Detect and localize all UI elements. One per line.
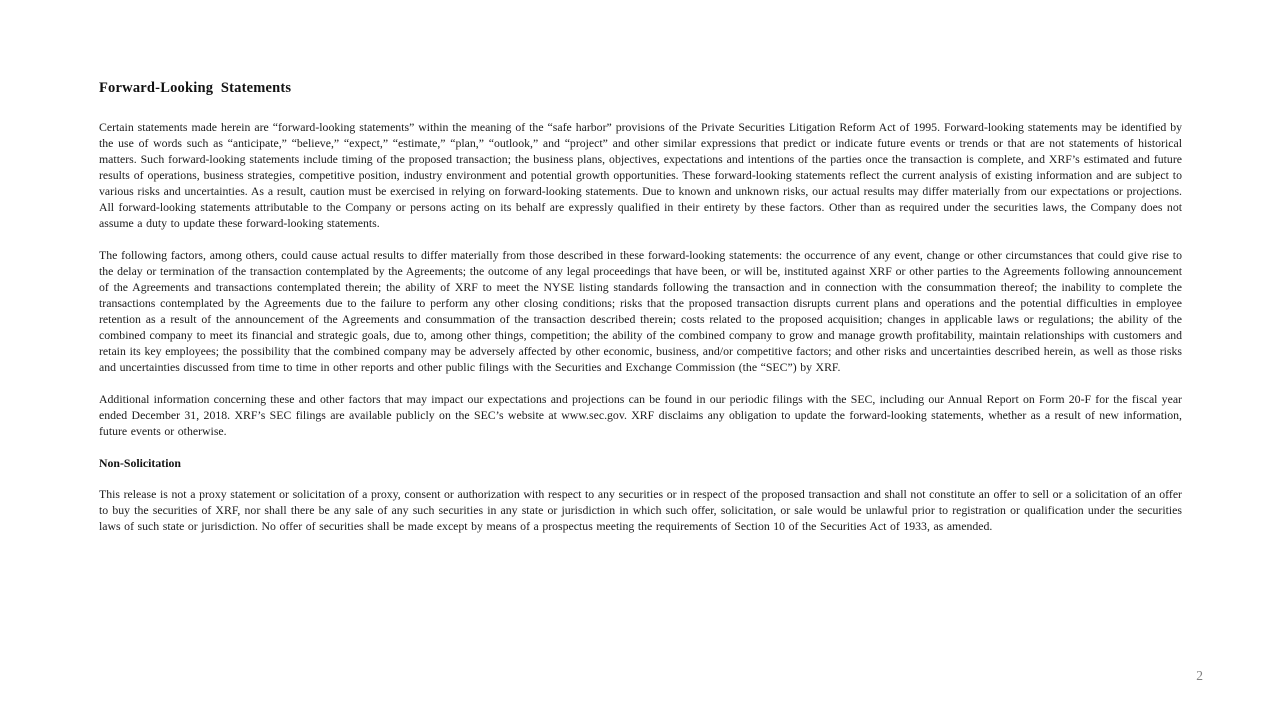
non-solicitation-paragraph: This release is not a proxy statement or solicitation of a proxy, consent or authorization with respect to any securities or in respect of the proposed transaction and shall not constitute an offer to sell or a solicitation of an offer to buy the securities of XRF, nor shall there be any sale of any such securities in any state or jurisdiction in which such offer, solicitation, or sale would be unlawful prior to registration or qualification under the securities laws of such state or jurisdiction. No offer of securities shall be made except by means of a prospectus meeting the requirements of Section 10 of the Securities Act of 1933, as amended. <box>99 487 1182 533</box>
forward-looking-paragraph-2: The following factors, among others, could cause actual results to differ materially from those described in these forward-looking statements: the occurrence of any event, change or other circumstances that could give rise to the delay or termination of the transaction contemplated by the Agreements; the outcome of any legal proceedings that have been, or will be, instituted against XRF or other parties to the Agreements following announcement of the Agreements and transactions contemplated therein; the ability of XRF to meet the NYSE listing standards following the transaction and in connection with the consummation thereof; the inability to complete the transactions contemplated by the Agreements due to the failure to perform any other closing conditions; risks that the proposed transaction disrupts current plans and operations and the potential difficulties in employee retention as a result of the announcement of the Agreements and consummation of the transaction described therein; costs related to the proposed acquisition; changes in applicable laws or regulations; the ability of the combined company to meet its financial and strategic goals, due to, among other things, competition; the ability of the combined company to grow and manage growth profitability, maintain relationships with customers and retain its key employees; the possibility that the combined company may be adversely affected by other economic, business, and/or competitive factors; and other risks and uncertainties described herein, as well as those risks and uncertainties discussed from time to time in other reports and other public filings with the Securities and Exchange Commission (the “SEC”) by XRF. <box>99 248 1182 374</box>
forward-looking-paragraph-1: Certain statements made herein are “forward-looking statements” within the meaning of the “safe harbor” provisions of the Private Securities Litigation Reform Act of 1995. Forward-looking statements may be identified by the use of words such as “anticipate,” “believe,” “expect,” “estimate,” “plan,” “outlook,” and “project” and other similar expressions that predict or indicate future events or trends or that are not statements of historical matters. Such forward-looking statements include timing of the proposed transaction; the business plans, objectives, expectations and intentions of the parties once the transaction is complete, and XRF’s estimated and future results of operations, business strategies, competitive position, industry environment and potential growth opportunities. These forward-looking statements reflect the current analysis of existing information and are subject to various risks and uncertainties. As a result, caution must be exercised in relying on forward-looking statements. Due to known and unknown risks, our actual results may differ materially from our expectations or projections. All forward-looking statements attributable to the Company or persons acting on its behalf are expressly qualified in their entirety by these factors. Other than as required under the securities laws, the Company does not assume a duty to update these forward-looking statements. <box>99 120 1182 230</box>
page-number: 2 <box>1196 668 1203 683</box>
non-solicitation-subheading: Non-Solicitation <box>99 456 181 470</box>
text-content <box>99 80 1182 550</box>
page-title: Forward-Looking Statements <box>99 80 292 96</box>
forward-looking-paragraph-3: Additional information concerning these and other factors that may impact our expectations and projections can be found in our periodic filings with the SEC, including our Annual Report on Form 20-F for the fiscal year ended December 31, 2018. XRF’s SEC filings are available publicly on the SEC’s website at www.sec.gov. XRF disclaims any obligation to update the forward-looking statements, whether as a result of new information, future events or otherwise. <box>99 392 1182 438</box>
